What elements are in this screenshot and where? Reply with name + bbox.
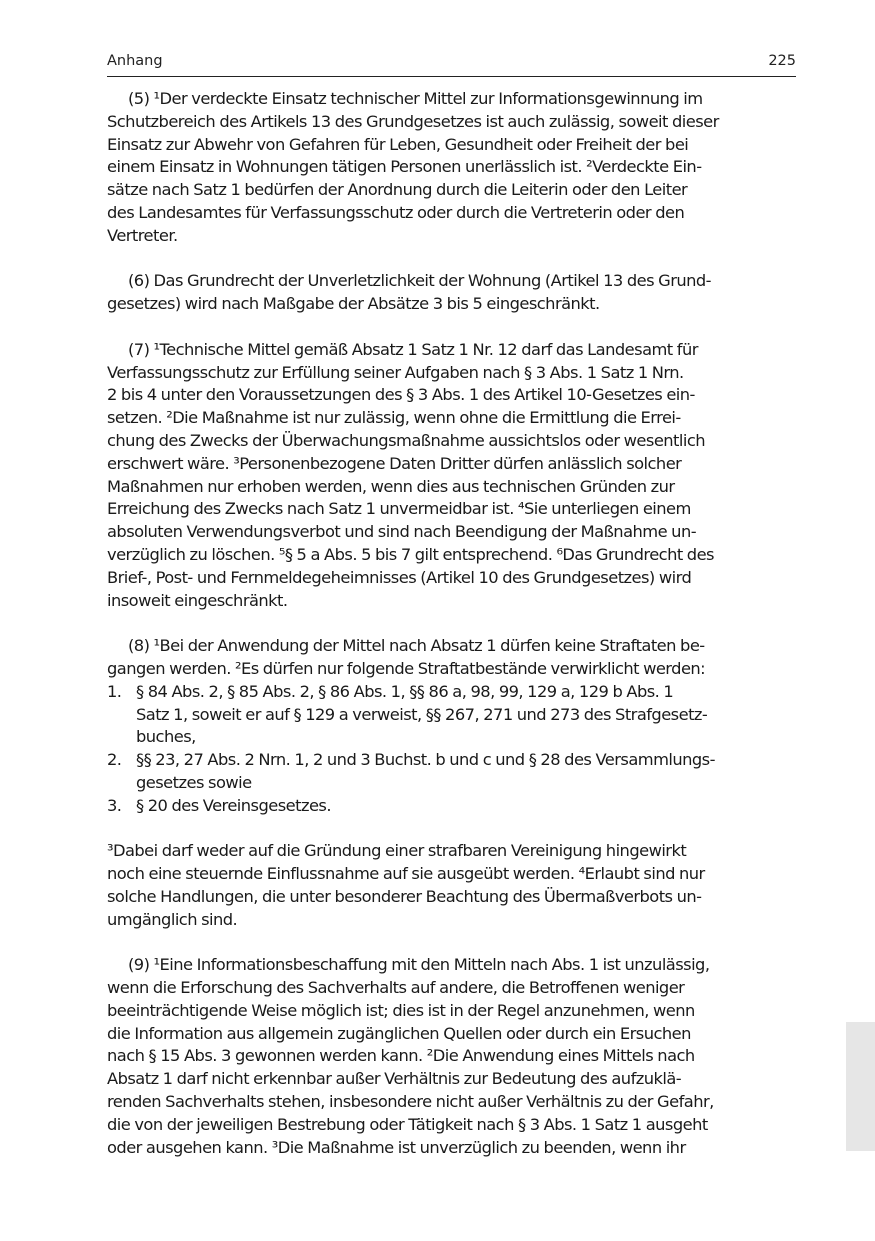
body-text <box>107 88 797 1159</box>
text-line: des Landesamtes für Verfassungsschutz oder durch die Vertreterin oder den <box>107 202 685 222</box>
text-line: verzüglich zu löschen. ⁵§ 5 a Abs. 5 bis 7 gilt entsprechend. ⁶Das Grundrecht des <box>107 544 714 564</box>
page-header <box>107 52 796 77</box>
paragraph-gap <box>107 248 797 271</box>
text-line: sätze nach Satz 1 bedürfen der Anordnung durch die Leiterin oder den Leiter <box>107 180 688 200</box>
text-line: Maßnahmen nur erhoben werden, wenn dies aus technischen Gründen zur <box>107 476 675 496</box>
running-head: Anhang <box>107 53 163 69</box>
paragraph-8-continuation <box>107 840 797 931</box>
text-line: setzen. ²Die Maßnahme ist nur zulässig, wenn ohne die Ermittlung die Errei- <box>107 408 681 428</box>
text-line: gesetzes sowie <box>136 772 252 792</box>
paragraph-9 <box>107 954 797 1159</box>
list-number: 1. <box>107 681 122 701</box>
text-line: renden Sachverhalts stehen, insbesondere nicht außer Verhältnis zu der Gefahr, <box>107 1092 714 1112</box>
text-line: Absatz 1 darf nicht erkennbar außer Verhältnis zur Bedeutung des aufzuklä- <box>107 1069 682 1089</box>
paragraph-5 <box>107 88 797 248</box>
paragraph-7 <box>107 339 797 613</box>
text-line: gesetzes) wird nach Maßgabe der Absätze 3 bis 5 eingeschränkt. <box>107 294 600 314</box>
paragraph-gap <box>107 931 797 954</box>
text-line: nach § 15 Abs. 3 gewonnen werden kann. ²Die Anwendung eines Mittels nach <box>107 1046 695 1066</box>
list-item <box>107 795 797 818</box>
text-line: wenn die Erforschung des Sachverhalts auf andere, die Betroffenen weniger <box>107 978 685 998</box>
text-line: buches, <box>136 727 196 747</box>
offense-list <box>107 681 797 818</box>
text-line: 2 bis 4 unter den Voraussetzungen des § 3 Abs. 1 des Artikel 10-Gesetzes ein- <box>107 385 695 405</box>
text-line: Brief-, Post- und Fernmeldegeheimnisses (Artikel 10 des Grundgesetzes) wird <box>107 567 692 587</box>
list-item <box>107 681 797 749</box>
text-line: umgänglich sind. <box>107 909 238 929</box>
page-number: 225 <box>768 53 796 69</box>
thumb-index-tab <box>846 1022 875 1151</box>
text-line: gangen werden. ²Es dürfen nur folgende Straftatbestände verwirklicht werden: <box>107 658 706 678</box>
text-line: solche Handlungen, die unter besonderer Beachtung des Übermaßverbots un- <box>107 886 702 906</box>
text-line: einem Einsatz in Wohnungen tätigen Personen unerlässlich ist. ²Verdeckte Ein- <box>107 157 702 177</box>
paragraph-6 <box>107 270 797 316</box>
text-line: (7) ¹Technische Mittel gemäß Absatz 1 Satz 1 Nr. 12 darf das Landesamt für <box>128 339 698 359</box>
text-line: Vertreter. <box>107 225 178 245</box>
text-line: erschwert wäre. ³Personenbezogene Daten Dritter dürfen anlässlich solcher <box>107 453 682 473</box>
text-line: Einsatz zur Abwehr von Gefahren für Leben, Gesundheit oder Freiheit der bei <box>107 134 689 154</box>
text-line: chung des Zwecks der Überwachungsmaßnahme aussichtslos oder wesentlich <box>107 430 706 450</box>
text-line: (8) ¹Bei der Anwendung der Mittel nach Absatz 1 dürfen keine Straftaten be- <box>128 636 705 656</box>
text-line: oder ausgehen kann. ³Die Maßnahme ist unverzüglich zu beenden, wenn ihr <box>107 1137 686 1157</box>
paragraph-8 <box>107 635 797 681</box>
list-item <box>107 749 797 795</box>
text-line: §§ 23, 27 Abs. 2 Nrn. 1, 2 und 3 Buchst. b und c und § 28 des Versammlungs- <box>136 750 715 770</box>
text-line: die von der jeweiligen Bestrebung oder Tätigkeit nach § 3 Abs. 1 Satz 1 ausgeht <box>107 1114 708 1134</box>
text-line: Schutzbereich des Artikels 13 des Grundgesetzes ist auch zulässig, soweit dieser <box>107 111 719 131</box>
text-line: (6) Das Grundrecht der Unverletzlichkeit der Wohnung (Artikel 13 des Grund- <box>128 271 711 291</box>
text-line: Verfassungsschutz zur Erfüllung seiner Aufgaben nach § 3 Abs. 1 Satz 1 Nrn. <box>107 362 684 382</box>
text-line: insoweit eingeschränkt. <box>107 590 288 610</box>
paragraph-gap <box>107 818 797 841</box>
text-line: noch eine steuernde Einflussnahme auf sie ausgeübt werden. ⁴Erlaubt sind nur <box>107 864 705 884</box>
paragraph-gap <box>107 612 797 635</box>
text-line: absoluten Verwendungsverbot und sind nach Beendigung der Maßnahme un- <box>107 522 697 542</box>
text-line: die Information aus allgemein zugänglichen Quellen oder durch ein Ersuchen <box>107 1023 691 1043</box>
paragraph-gap <box>107 316 797 339</box>
text-line: (9) ¹Eine Informationsbeschaffung mit den Mitteln nach Abs. 1 ist unzulässig, <box>128 955 710 975</box>
text-line: § 84 Abs. 2, § 85 Abs. 2, § 86 Abs. 1, §§ 86 a, 98, 99, 129 a, 129 b Abs. 1 <box>136 681 674 701</box>
text-line: beeinträchtigende Weise möglich ist; dies ist in der Regel anzunehmen, wenn <box>107 1000 695 1020</box>
text-line: (5) ¹Der verdeckte Einsatz technischer Mittel zur Informationsgewinnung im <box>128 89 703 108</box>
list-number: 2. <box>107 750 122 770</box>
text-line: Satz 1, soweit er auf § 129 a verweist, §§ 267, 271 und 273 des Strafgesetz- <box>136 704 708 724</box>
text-line: § 20 des Vereinsgesetzes. <box>136 795 331 815</box>
text-line: Erreichung des Zwecks nach Satz 1 unvermeidbar ist. ⁴Sie unterliegen einem <box>107 499 691 519</box>
text-line: ³Dabei darf weder auf die Gründung einer strafbaren Vereinigung hingewirkt <box>107 841 687 861</box>
list-number: 3. <box>107 795 122 815</box>
